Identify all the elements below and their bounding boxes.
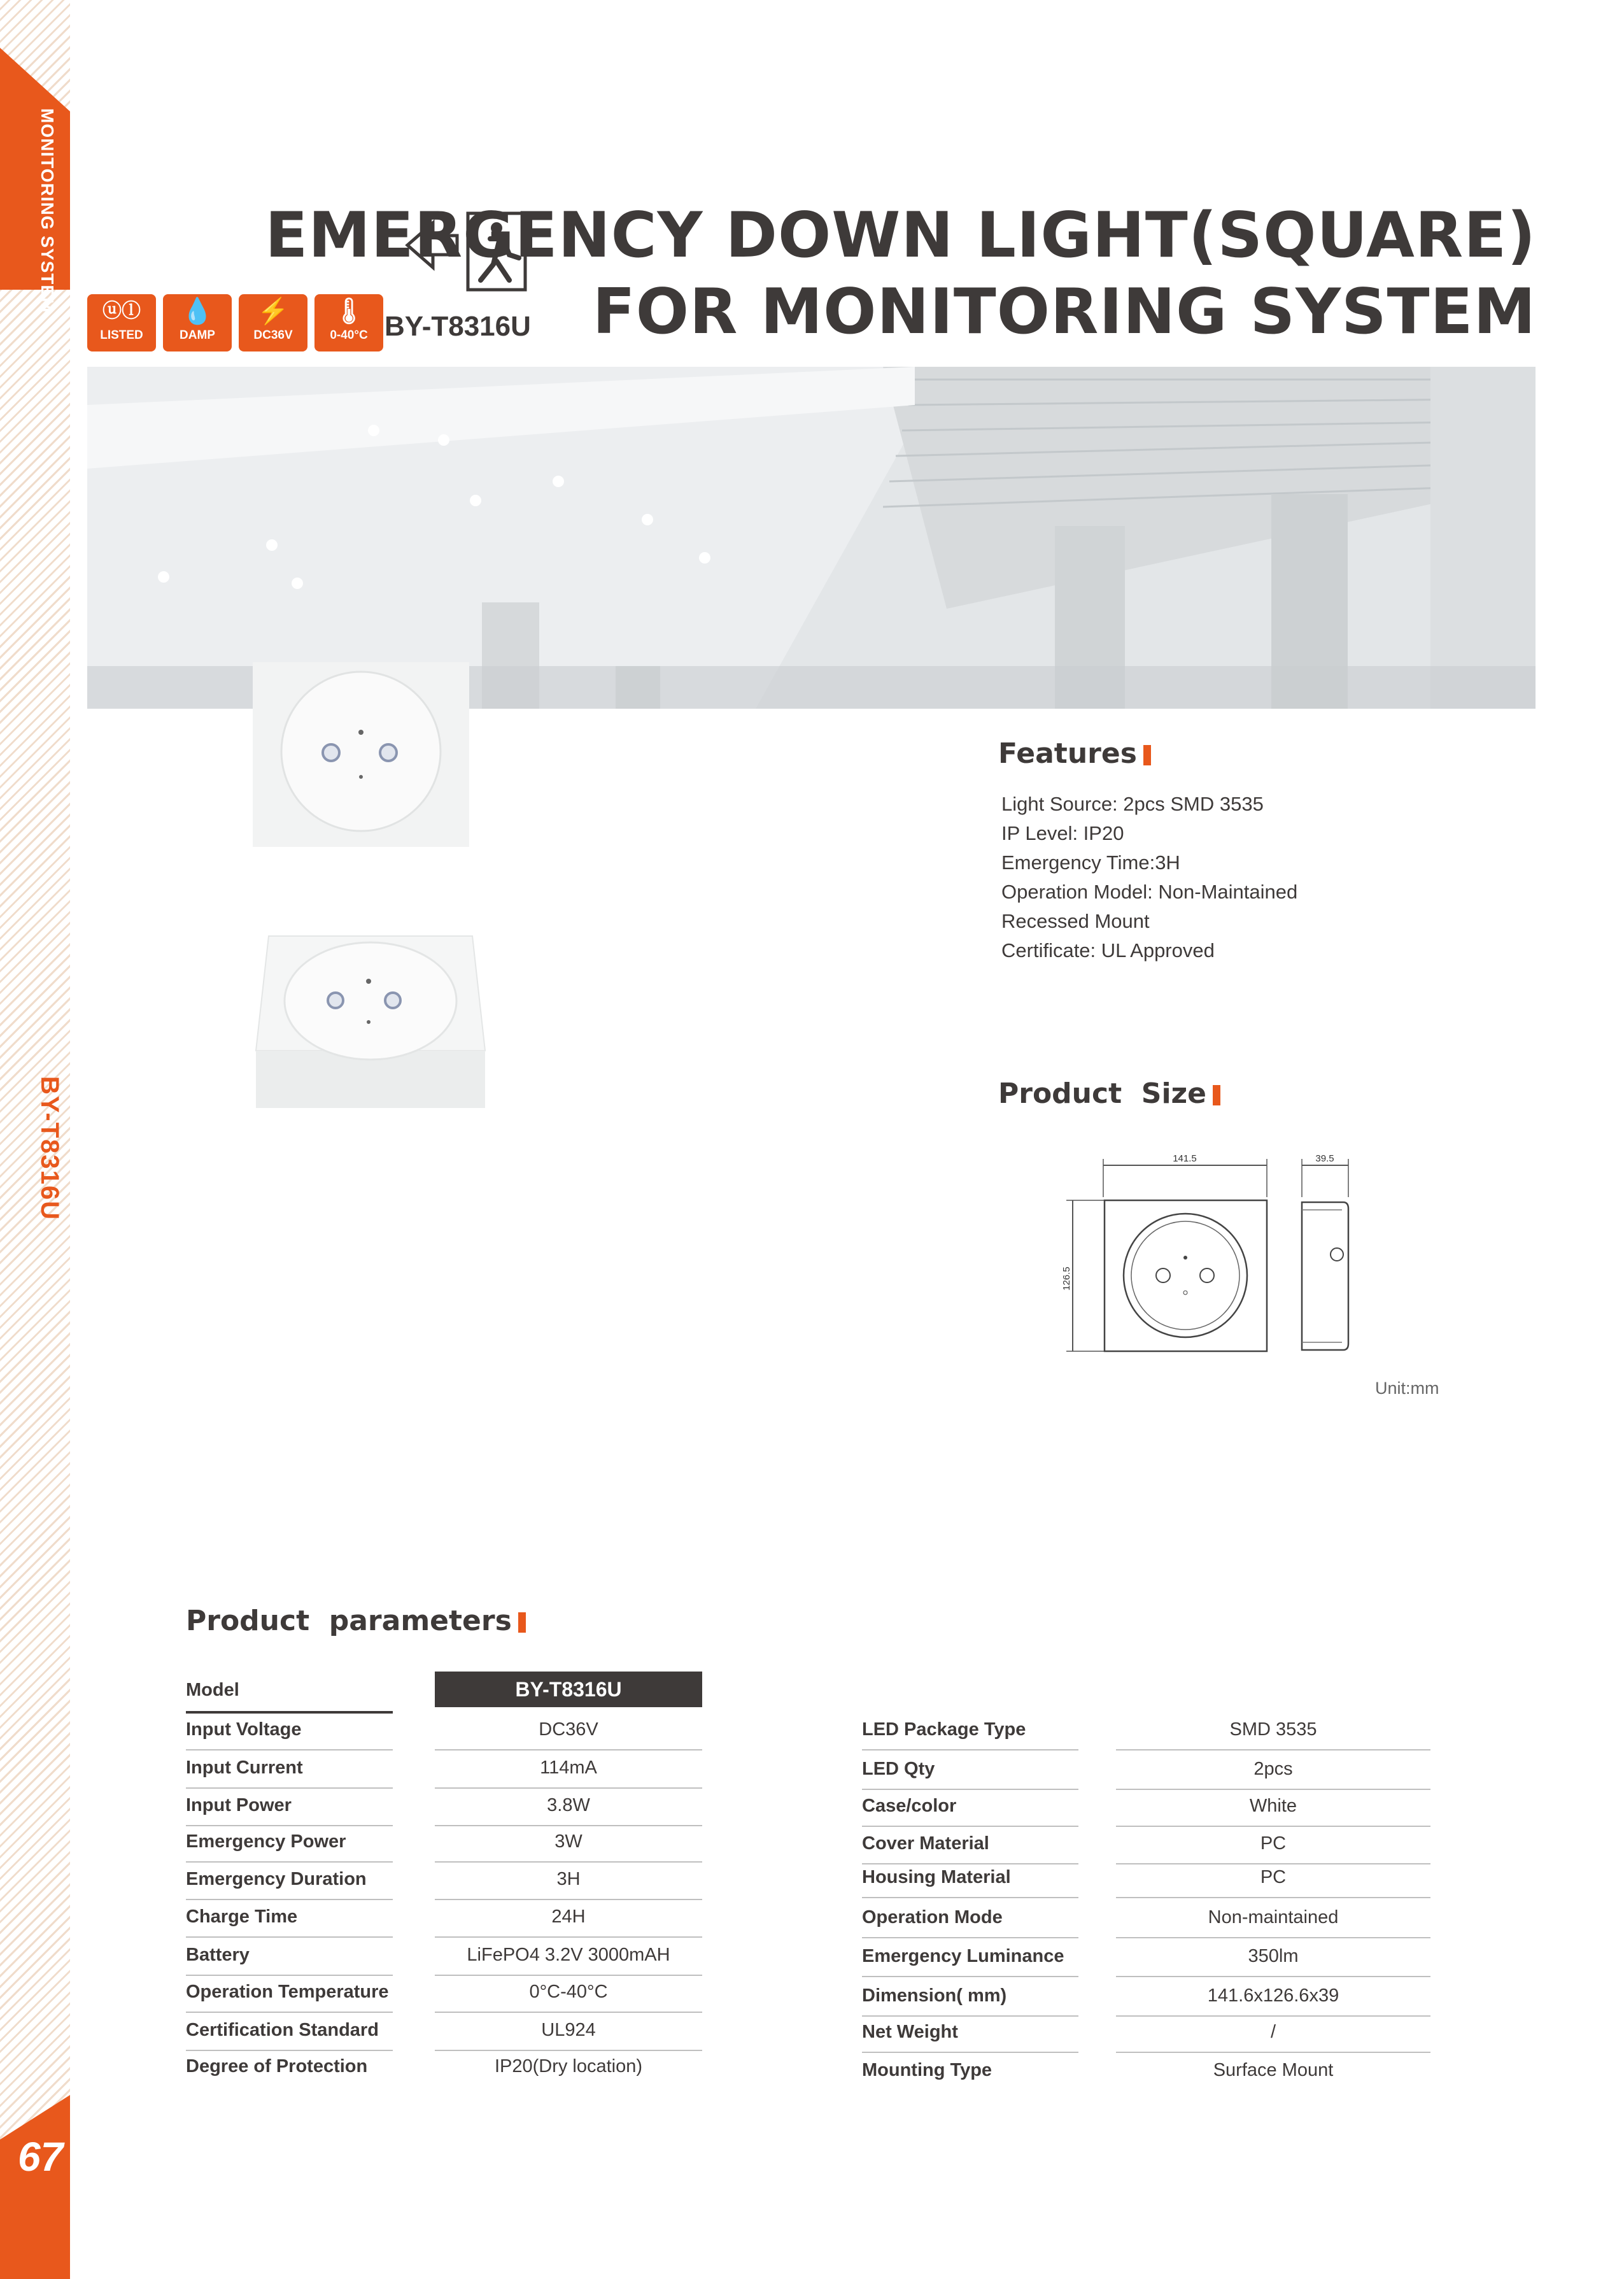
cert-label: DAMP [180, 329, 215, 342]
row-divider [862, 1976, 1078, 1977]
ul-listed-icon: ⓤⓛ LISTED [87, 294, 156, 351]
accent-bar [1213, 1085, 1220, 1105]
row-divider [862, 1863, 1078, 1864]
product-front-photo [253, 662, 469, 847]
row-divider [435, 2012, 702, 2013]
param-value: UL924 [541, 2020, 596, 2040]
row-divider [186, 1861, 393, 1863]
temperature-icon: 🌡 0-40°C [314, 294, 383, 351]
title-line-1: EMERGENCY DOWN LIGHT(SQUARE) [265, 199, 1536, 272]
param-value: 3W [554, 1831, 583, 1852]
row-divider [435, 1825, 702, 1826]
feature-item: IP Level: IP20 [1001, 822, 1124, 844]
row-divider [1116, 1897, 1430, 1898]
param-label: Input Power [186, 1795, 292, 1815]
param-label: Input Voltage [186, 1719, 302, 1740]
param-value: 3.8W [547, 1795, 590, 1815]
feature-item: Certificate: UL Approved [1001, 939, 1215, 962]
param-label: Charge Time [186, 1906, 298, 1927]
model-header: BY-T8316U [435, 1672, 702, 1707]
header-model: BY-T8316U [385, 311, 531, 342]
param-value: 3H [556, 1869, 581, 1889]
param-value: / [1270, 2022, 1276, 2042]
feature-item: Recessed Mount [1001, 910, 1150, 932]
row-divider [186, 1749, 393, 1750]
param-label: Emergency Duration [186, 1869, 367, 1889]
ceiling-hero-image [87, 367, 1536, 709]
accent-bar [518, 1612, 526, 1633]
row-divider [862, 1897, 1078, 1898]
row-divider [1116, 1789, 1430, 1790]
dimension-drawing [1057, 1153, 1375, 1363]
product-size-title-text: Product Size [998, 1077, 1206, 1110]
row-divider [862, 1749, 1078, 1750]
param-label: Operation Temperature [186, 1982, 389, 2002]
row-divider [435, 1749, 702, 1750]
damp-icon: 💧 DAMP [163, 294, 232, 351]
row-divider [1116, 1863, 1430, 1864]
row-divider [186, 1899, 393, 1900]
section-label: MONITORING SYSTEM [38, 108, 57, 313]
parameters-title [186, 1605, 526, 1637]
param-value: 24H [551, 1906, 586, 1927]
row-divider [1116, 2015, 1430, 2017]
param-value: DC36V [539, 1719, 598, 1740]
param-label: LED Qty [862, 1759, 935, 1779]
row-divider [435, 1936, 702, 1938]
param-value: PC [1260, 1867, 1287, 1887]
feature-item: Light Source: 2pcs SMD 3535 [1001, 793, 1264, 815]
param-label: Net Weight [862, 2022, 958, 2042]
row-divider [186, 2050, 393, 2051]
cert-label: LISTED [100, 329, 143, 342]
param-label: Cover Material [862, 1833, 989, 1854]
cert-label: DC36V [253, 329, 293, 342]
dc36v-icon: ⚡ DC36V [239, 294, 307, 351]
param-value: SMD 3535 [1229, 1719, 1317, 1740]
title-line-2: FOR MONITORING SYSTEM [592, 276, 1536, 348]
page-number: 67 [18, 2134, 64, 2180]
param-value: IP20(Dry location) [494, 2056, 643, 2077]
param-label: Input Current [186, 1757, 303, 1778]
row-divider [862, 2015, 1078, 2017]
param-label: Emergency Power [186, 1831, 346, 1852]
param-label: Battery [186, 1945, 250, 1965]
row-divider [1116, 1749, 1430, 1750]
row-divider [862, 2052, 1078, 2053]
row-divider [435, 2050, 702, 2051]
row-divider [435, 1787, 702, 1789]
param-value: 114mA [540, 1757, 597, 1778]
features-list [1001, 790, 1297, 965]
param-label: Operation Mode [862, 1907, 1003, 1928]
row-divider [1116, 1937, 1430, 1938]
row-divider [862, 1789, 1078, 1790]
depth-dimension-label: 39.5 [1315, 1153, 1334, 1164]
param-value: 0°C-40°C [529, 1982, 608, 2002]
row-divider [186, 1787, 393, 1789]
product-angle-drawing [250, 927, 491, 1111]
param-value: 141.6x126.6x39 [1207, 1985, 1339, 2006]
param-value: Non-maintained [1208, 1907, 1339, 1928]
product-size-title [998, 1077, 1220, 1110]
unit-label: Unit:mm [1375, 1379, 1439, 1398]
row-divider [186, 1825, 393, 1826]
model-underline [186, 1711, 393, 1714]
row-divider [1116, 2052, 1430, 2053]
row-divider [186, 1975, 393, 1976]
accent-bar [1143, 745, 1151, 765]
param-label: LED Package Type [862, 1719, 1026, 1740]
row-divider [1116, 1976, 1430, 1977]
row-divider [435, 1975, 702, 1976]
row-divider [186, 2012, 393, 2013]
param-value: White [1249, 1796, 1297, 1816]
param-label: Emergency Luminance [862, 1946, 1064, 1966]
param-value: Surface Mount [1213, 2060, 1334, 2080]
cert-label: 0-40°C [330, 329, 368, 342]
height-dimension-label: 126.5 [1061, 1267, 1072, 1291]
feature-item: Operation Model: Non-Maintained [1001, 881, 1298, 903]
param-label: Certification Standard [186, 2020, 379, 2040]
feature-item: Emergency Time:3H [1001, 851, 1180, 874]
row-divider [435, 1899, 702, 1900]
row-divider [435, 1861, 702, 1863]
parameters-title-text: Product parameters [186, 1605, 512, 1637]
model-label: Model [186, 1680, 239, 1700]
param-value: 350lm [1248, 1946, 1299, 1966]
row-divider [1116, 1826, 1430, 1827]
row-divider [862, 1937, 1078, 1938]
product-angle-photo [250, 927, 491, 1111]
param-value: LiFePO4 3.2V 3000mAH [467, 1945, 670, 1965]
param-label: Housing Material [862, 1867, 1011, 1887]
param-label: Dimension( mm) [862, 1985, 1007, 2006]
param-value: PC [1260, 1833, 1287, 1854]
param-label: Case/color [862, 1796, 957, 1816]
features-title-text: Features [998, 737, 1137, 770]
width-dimension-label: 141.5 [1173, 1153, 1197, 1164]
side-model-label: BY-T8316U [36, 1076, 64, 1221]
product-front-drawing [253, 662, 469, 847]
param-label: Mounting Type [862, 2060, 992, 2080]
row-divider [186, 1936, 393, 1938]
row-divider [862, 1826, 1078, 1827]
param-value: 2pcs [1253, 1759, 1293, 1779]
features-title [998, 737, 1151, 770]
param-label: Degree of Protection [186, 2056, 368, 2077]
